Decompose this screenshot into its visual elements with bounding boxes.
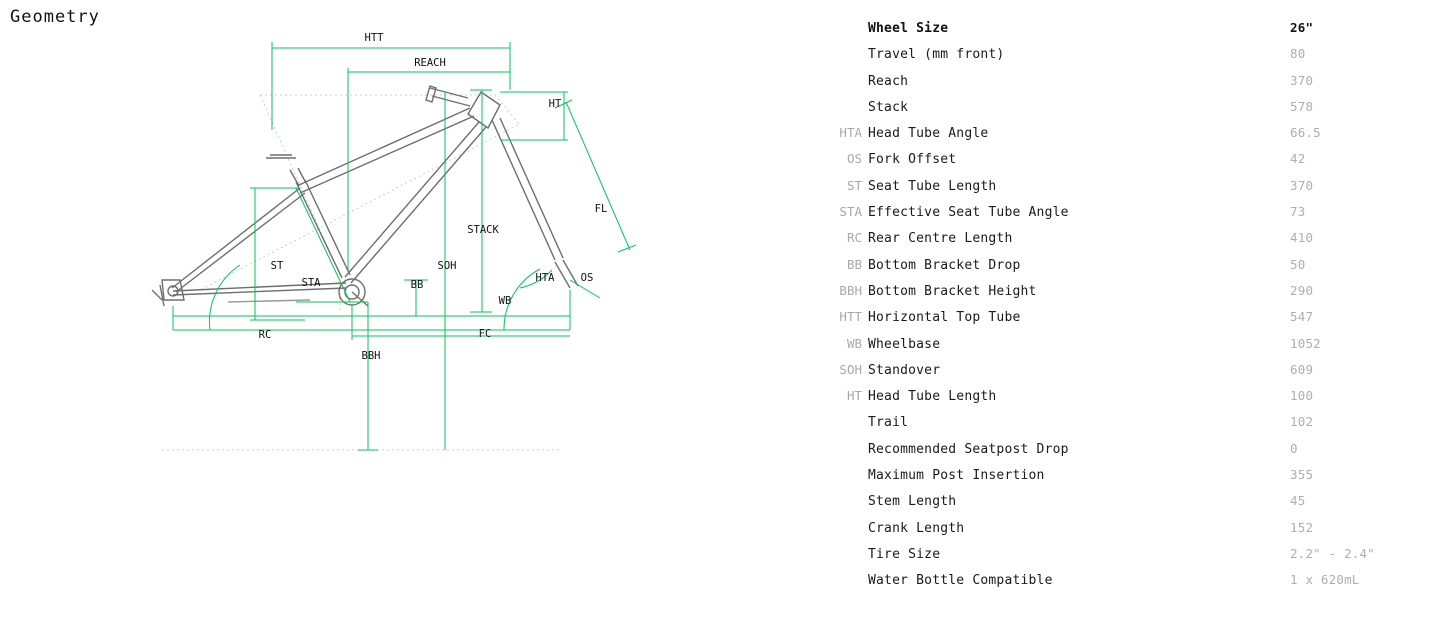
spec-value: 370: [1290, 177, 1314, 193]
label-st: ST: [270, 260, 284, 272]
spec-label: Wheelbase: [868, 336, 941, 352]
table-row: [820, 73, 1430, 99]
label-rc: RC: [258, 329, 272, 341]
table-row: [820, 151, 1430, 177]
guide-lines: [162, 95, 562, 450]
label-ht: HT: [548, 98, 562, 110]
spec-label: Seat Tube Length: [868, 178, 997, 194]
spec-value: 73: [1290, 204, 1306, 220]
label-hta: HTA: [535, 272, 555, 284]
spec-label: Fork Offset: [868, 152, 957, 168]
label-htt: HTT: [364, 32, 384, 44]
spec-abbreviation: HT: [846, 388, 862, 404]
label-soh: SOH: [437, 260, 457, 272]
label-fc: FC: [478, 328, 492, 340]
spec-label: Tire Size: [868, 546, 941, 562]
spec-label: Stack: [868, 99, 909, 115]
table-row: [820, 493, 1430, 519]
spec-abbreviation: HTA: [839, 125, 862, 141]
spec-label: Bottom Bracket Height: [868, 283, 1037, 299]
spec-abbreviation: BB: [846, 256, 862, 272]
table-row: [820, 388, 1430, 414]
table-row: [820, 99, 1430, 125]
spec-value: 1 x 620mL: [1290, 572, 1360, 588]
geometry-svg: [100, 30, 800, 470]
spec-value: 102: [1290, 414, 1314, 430]
table-row: [820, 46, 1430, 72]
table-row: [820, 336, 1430, 362]
bike-geometry-diagram: [100, 30, 800, 470]
table-row: [820, 414, 1430, 440]
spec-value: 578: [1290, 98, 1314, 114]
geometry-spec-table: [820, 20, 1430, 599]
label-reach: REACH: [414, 57, 446, 69]
spec-value: 42: [1290, 151, 1306, 167]
table-row: [820, 362, 1430, 388]
spec-value: 100: [1290, 388, 1314, 404]
spec-value: 45: [1290, 493, 1306, 509]
table-row: [820, 467, 1430, 493]
spec-value: 290: [1290, 282, 1314, 298]
spec-value: 0: [1290, 440, 1298, 456]
label-bb: BB: [410, 279, 424, 291]
table-row: [820, 441, 1430, 467]
spec-value: 370: [1290, 72, 1314, 88]
label-wb: WB: [498, 295, 512, 307]
spec-value: 50: [1290, 256, 1306, 272]
spec-label: Effective Seat Tube Angle: [868, 205, 1069, 221]
label-sta: STA: [301, 277, 321, 289]
spec-value: 1052: [1290, 335, 1321, 351]
label-fl: FL: [594, 203, 608, 215]
table-row: [820, 257, 1430, 283]
page-title: Geometry: [10, 7, 100, 27]
spec-label: Recommended Seatpost Drop: [868, 441, 1069, 457]
spec-abbreviation: WB: [846, 335, 862, 351]
spec-value: 66.5: [1290, 125, 1321, 141]
spec-abbreviation: HTT: [839, 309, 862, 325]
label-os: OS: [580, 272, 594, 284]
spec-value: 547: [1290, 309, 1314, 325]
spec-label: Trail: [868, 415, 909, 431]
table-row: [820, 125, 1430, 151]
spec-label: Travel (mm front): [868, 47, 1005, 63]
label-stack: STACK: [467, 224, 499, 236]
spec-label: Wheel Size: [868, 21, 949, 36]
spec-label: Bottom Bracket Drop: [868, 257, 1021, 273]
spec-label: Standover: [868, 362, 941, 378]
table-row: [820, 230, 1430, 256]
spec-value: 26": [1290, 20, 1314, 35]
spec-label: Head Tube Angle: [868, 126, 989, 142]
dimension-lines: [173, 42, 636, 450]
spec-label: Maximum Post Insertion: [868, 468, 1045, 484]
spec-abbreviation: BBH: [839, 282, 862, 298]
spec-label: Head Tube Length: [868, 389, 997, 405]
spec-value: 2.2" - 2.4": [1290, 545, 1375, 561]
spec-value: 80: [1290, 46, 1306, 62]
spec-value: 609: [1290, 361, 1314, 377]
frame-outline: [152, 86, 578, 306]
spec-value: 355: [1290, 467, 1314, 483]
spec-label: Stem Length: [868, 494, 957, 510]
table-row: [820, 546, 1430, 572]
spec-abbreviation: OS: [846, 151, 862, 167]
spec-label: Water Bottle Compatible: [868, 573, 1053, 589]
spec-abbreviation: ST: [846, 177, 862, 193]
table-row: [820, 520, 1430, 546]
dimension-labels: [259, 32, 608, 362]
spec-abbreviation: STA: [839, 204, 862, 220]
table-row: [820, 204, 1430, 230]
table-row: [820, 309, 1430, 335]
table-row: [820, 178, 1430, 204]
table-row: [820, 283, 1430, 309]
table-row: [820, 20, 1430, 46]
spec-abbreviation: SOH: [839, 361, 862, 377]
spec-label: Reach: [868, 73, 909, 89]
spec-label: Rear Centre Length: [868, 231, 1013, 247]
spec-value: 410: [1290, 230, 1314, 246]
spec-label: Crank Length: [868, 520, 965, 536]
label-bbh: BBH: [361, 350, 381, 362]
table-row: [820, 572, 1430, 598]
spec-value: 152: [1290, 519, 1314, 535]
spec-abbreviation: RC: [846, 230, 862, 246]
spec-label: Horizontal Top Tube: [868, 310, 1021, 326]
